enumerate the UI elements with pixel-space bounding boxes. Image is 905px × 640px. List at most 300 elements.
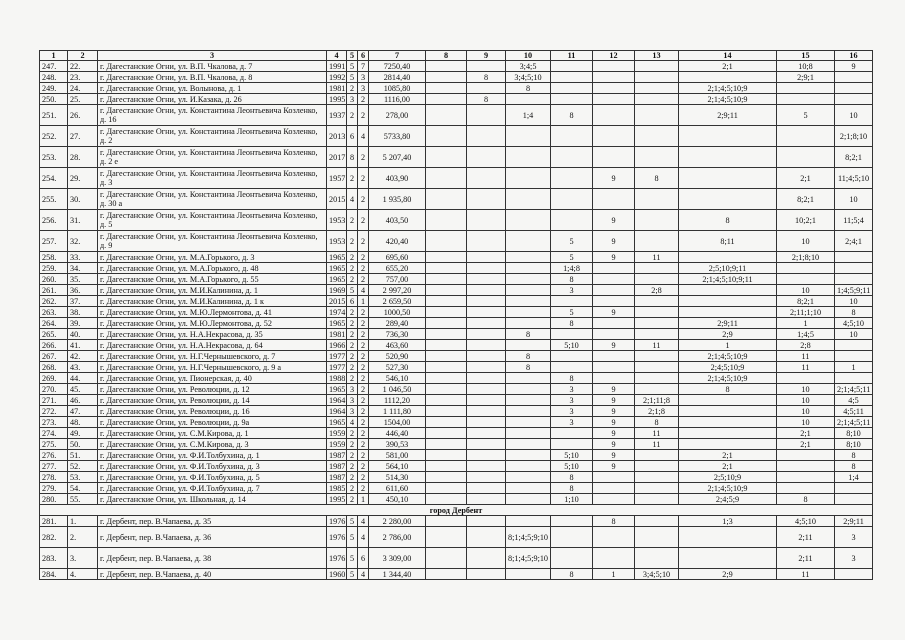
table-cell: 2;5;10;9;11 (679, 263, 777, 274)
table-cell: 270. (40, 384, 68, 395)
table-cell (777, 373, 835, 384)
table-cell: 2 (358, 362, 369, 373)
table-cell (835, 252, 873, 263)
column-header: 13 (635, 51, 679, 61)
table-cell (426, 61, 467, 72)
table-cell (551, 147, 593, 168)
table-cell: 2 (358, 168, 369, 189)
table-cell (835, 483, 873, 494)
table-cell (467, 318, 506, 329)
table-cell: 38. (68, 307, 98, 318)
table-cell (467, 126, 506, 147)
table-cell (426, 516, 467, 527)
table-cell: 1937 (327, 105, 347, 126)
table-cell: 527,30 (369, 362, 426, 373)
table-row (40, 483, 873, 494)
table-cell: 24. (68, 83, 98, 94)
table-cell: 2 (347, 472, 358, 483)
table-cell: 8 (506, 351, 551, 362)
column-header: 7 (369, 51, 426, 61)
table-cell: 10 (835, 329, 873, 340)
table-cell: 10 (777, 231, 835, 252)
table-cell: 1965 (327, 417, 347, 428)
table-cell: 2 (358, 147, 369, 168)
table-row (40, 72, 873, 83)
table-cell: 8 (635, 417, 679, 428)
table-cell: 43. (68, 362, 98, 373)
table-cell: 29. (68, 168, 98, 189)
table-row (40, 494, 873, 505)
address-cell: г. Дагестанские Огни, ул. Революции, д. 16 (98, 406, 327, 417)
table-cell: 2;4;5;9 (679, 494, 777, 505)
table-cell (506, 483, 551, 494)
table-cell: 2. (68, 527, 98, 548)
table-cell: 2 997,20 (369, 285, 426, 296)
table-cell: 249. (40, 83, 68, 94)
table-cell (426, 461, 467, 472)
table-cell: 8 (506, 329, 551, 340)
table-cell (679, 395, 777, 406)
table-cell: 42. (68, 351, 98, 362)
table-cell: 8;2;1 (777, 189, 835, 210)
table-cell: 2 (358, 406, 369, 417)
table-cell (635, 126, 679, 147)
table-cell: 2 (347, 351, 358, 362)
table-row (40, 351, 873, 362)
table-cell (593, 494, 635, 505)
table-cell: 2 (358, 340, 369, 351)
table-cell: 2 (358, 395, 369, 406)
table-cell (551, 362, 593, 373)
table-cell (426, 72, 467, 83)
table-cell: 30. (68, 189, 98, 210)
table-cell: 9 (593, 252, 635, 263)
table-cell: 1959 (327, 439, 347, 450)
table-cell: 2 (358, 105, 369, 126)
table-cell (777, 483, 835, 494)
table-cell: 251. (40, 105, 68, 126)
table-cell: 3 (551, 417, 593, 428)
table-cell: 736,30 (369, 329, 426, 340)
column-number-header (40, 51, 873, 61)
table-cell (635, 450, 679, 461)
table-cell: 37. (68, 296, 98, 307)
table-cell: 32. (68, 231, 98, 252)
table-cell (835, 340, 873, 351)
table-cell: 2 (358, 307, 369, 318)
table-cell: 3 (347, 94, 358, 105)
table-cell (593, 472, 635, 483)
table-cell (679, 406, 777, 417)
table-cell (635, 296, 679, 307)
table-cell (467, 307, 506, 318)
table-cell: 4 (358, 527, 369, 548)
table-cell: 1988 (327, 373, 347, 384)
table-cell (679, 439, 777, 450)
table-cell (635, 461, 679, 472)
table-cell (467, 494, 506, 505)
table-cell (679, 72, 777, 83)
table-cell (506, 252, 551, 263)
table-cell (467, 105, 506, 126)
table-row (40, 210, 873, 231)
table-cell: 8 (467, 94, 506, 105)
table-cell: 248. (40, 72, 68, 83)
table-cell: 283. (40, 548, 68, 569)
address-cell: г. Дагестанские Огни, ул. Константина Леонтьевича Козленко, д. 16 (98, 105, 327, 126)
table-cell: 1964 (327, 395, 347, 406)
table-cell (426, 318, 467, 329)
table-cell: 8;10 (835, 439, 873, 450)
table-cell (467, 527, 506, 548)
table-cell: 1;4;8 (551, 263, 593, 274)
table-cell: 2 (358, 428, 369, 439)
table-cell (426, 439, 467, 450)
table-cell (426, 548, 467, 569)
table-cell (635, 231, 679, 252)
table-row (40, 296, 873, 307)
table-cell (426, 373, 467, 384)
table-cell (635, 362, 679, 373)
table-cell: 2;9 (679, 329, 777, 340)
table-cell: 2 (347, 168, 358, 189)
table-cell: 267. (40, 351, 68, 362)
table-cell (679, 147, 777, 168)
table-cell: 1 (593, 569, 635, 580)
table-cell: 250. (40, 94, 68, 105)
table-cell (467, 147, 506, 168)
table-cell: 2;1;8;10 (835, 126, 873, 147)
table-cell: 1965 (327, 318, 347, 329)
table-row (40, 406, 873, 417)
table-cell: 1;4;5;9;11 (835, 285, 873, 296)
table-cell: 3 (835, 548, 873, 569)
address-cell: г. Дербент, пер. В.Чапаева, д. 36 (98, 527, 327, 548)
table-cell: 1995 (327, 94, 347, 105)
table-cell: 264. (40, 318, 68, 329)
table-cell: 50. (68, 439, 98, 450)
address-cell: г. Дербент, пер. В.Чапаева, д. 40 (98, 569, 327, 580)
table-cell (635, 307, 679, 318)
table-cell (426, 83, 467, 94)
table-cell: 2 (347, 329, 358, 340)
table-row (40, 318, 873, 329)
table-cell: 8 (593, 516, 635, 527)
column-header: 15 (777, 51, 835, 61)
table-cell (506, 307, 551, 318)
table-cell (551, 168, 593, 189)
table-cell: 2013 (327, 126, 347, 147)
table-cell (467, 483, 506, 494)
address-cell: г. Дагестанские Огни, ул. Волынова, д. 1 (98, 83, 327, 94)
table-cell: 276. (40, 450, 68, 461)
table-cell: 2 (347, 450, 358, 461)
table-cell: 263. (40, 307, 68, 318)
table-cell (635, 548, 679, 569)
table-cell (593, 351, 635, 362)
table-cell: 10 (835, 105, 873, 126)
table-cell: 2 659,50 (369, 296, 426, 307)
table-cell: 10 (777, 406, 835, 417)
table-cell (426, 340, 467, 351)
table-cell: 284. (40, 569, 68, 580)
table-cell: 22. (68, 61, 98, 72)
table-cell: 5 (777, 105, 835, 126)
table-cell (467, 274, 506, 285)
table-cell (467, 548, 506, 569)
table-cell (506, 210, 551, 231)
table-cell: 8 (551, 105, 593, 126)
table-cell (467, 406, 506, 417)
table-cell (551, 189, 593, 210)
table-row (40, 263, 873, 274)
address-cell: г. Дагестанские Огни, ул. Пионерская, д. 40 (98, 373, 327, 384)
table-cell: 10 (777, 285, 835, 296)
table-cell: 2;9;1 (777, 72, 835, 83)
table-cell: 1965 (327, 252, 347, 263)
table-cell: 10 (777, 384, 835, 395)
table-cell: 2 (347, 340, 358, 351)
table-cell: 269. (40, 373, 68, 384)
table-cell (635, 483, 679, 494)
table-cell: 8;11 (679, 231, 777, 252)
table-cell (551, 94, 593, 105)
table-cell: 2 (347, 483, 358, 494)
address-cell: г. Дагестанские Огни, ул. Н.А.Некрасова, д. 35 (98, 329, 327, 340)
table-cell (467, 83, 506, 94)
table-cell: 10 (835, 296, 873, 307)
table-cell: 41. (68, 340, 98, 351)
table-cell: 2 (347, 105, 358, 126)
table-cell: 1 (835, 362, 873, 373)
housing-register-table (39, 50, 873, 580)
table-cell: 1 (777, 318, 835, 329)
table-cell (635, 384, 679, 395)
table-row (40, 417, 873, 428)
table-cell (593, 105, 635, 126)
address-cell: г. Дагестанские Огни, ул. М.А.Горького, д. 48 (98, 263, 327, 274)
table-row (40, 126, 873, 147)
address-cell: г. Дагестанские Огни, ул. Константина Леонтьевича Козленко, д. 2 е (98, 147, 327, 168)
table-cell: 1085,80 (369, 83, 426, 94)
column-header: 11 (551, 51, 593, 61)
table-cell: 2;1 (679, 461, 777, 472)
address-cell: г. Дагестанские Огни, ул. М.А.Горького, д. 55 (98, 274, 327, 285)
table-cell: 2 (347, 307, 358, 318)
table-cell: 2;1;4;5;10;9 (679, 373, 777, 384)
table-cell (635, 189, 679, 210)
address-cell: г. Дагестанские Огни, ул. Константина Леонтьевича Козленко, д. 2 (98, 126, 327, 147)
table-cell (635, 472, 679, 483)
table-cell: 2;9;11 (679, 105, 777, 126)
table-cell (426, 384, 467, 395)
table-cell (835, 494, 873, 505)
table-cell: 1953 (327, 231, 347, 252)
table-cell (426, 362, 467, 373)
table-cell: 8 (835, 461, 873, 472)
table-cell (635, 527, 679, 548)
table-cell (679, 189, 777, 210)
table-cell (777, 461, 835, 472)
address-cell: г. Дагестанские Огни, ул. Ф.И.Толбухина, д. 5 (98, 472, 327, 483)
table-cell (467, 210, 506, 231)
table-cell (467, 263, 506, 274)
table-cell: 47. (68, 406, 98, 417)
table-cell: 2 (358, 439, 369, 450)
table-cell: 8 (835, 450, 873, 461)
column-header: 8 (426, 51, 467, 61)
table-cell (635, 373, 679, 384)
address-cell: г. Дагестанские Огни, ул. В.П. Чкалова, д. 7 (98, 61, 327, 72)
table-cell (467, 569, 506, 580)
table-cell: 9 (593, 340, 635, 351)
table-cell (426, 147, 467, 168)
table-cell: 3;4;5;10 (506, 72, 551, 83)
address-cell: г. Дагестанские Огни, ул. С.М.Кирова, д. 1 (98, 428, 327, 439)
table-cell: 3 309,00 (369, 548, 426, 569)
table-cell: 1995 (327, 494, 347, 505)
table-cell (426, 285, 467, 296)
table-cell: 271. (40, 395, 68, 406)
table-cell: 9 (593, 428, 635, 439)
column-header: 6 (358, 51, 369, 61)
table-cell: 281. (40, 516, 68, 527)
table-cell: 9 (593, 210, 635, 231)
table-cell (635, 516, 679, 527)
table-cell: 2;1;8;10 (777, 252, 835, 263)
table-cell (593, 329, 635, 340)
table-row (40, 527, 873, 548)
table-row (40, 274, 873, 285)
table-cell (593, 285, 635, 296)
table-cell: 1 (358, 296, 369, 307)
table-cell (593, 483, 635, 494)
table-cell: 2 (358, 351, 369, 362)
table-cell: 2 (358, 483, 369, 494)
table-cell (426, 189, 467, 210)
table-cell: 2 (347, 373, 358, 384)
table-cell: 1000,50 (369, 307, 426, 318)
table-cell: 1959 (327, 428, 347, 439)
address-cell: г. Дагестанские Огни, ул. Константина Леонтьевича Козленко, д. 9 (98, 231, 327, 252)
table-cell: 2 (347, 494, 358, 505)
table-cell (835, 373, 873, 384)
table-cell: 11 (635, 439, 679, 450)
table-cell (551, 61, 593, 72)
table-cell (551, 126, 593, 147)
table-cell: 695,60 (369, 252, 426, 263)
table-cell (506, 461, 551, 472)
table-cell: 278,00 (369, 105, 426, 126)
table-cell: 2 (358, 472, 369, 483)
table-cell: 2 (347, 83, 358, 94)
column-header: 1 (40, 51, 68, 61)
table-cell: 4 (347, 417, 358, 428)
table-cell: 8 (835, 307, 873, 318)
table-cell (835, 83, 873, 94)
table-cell (426, 351, 467, 362)
table-cell: 4 (358, 285, 369, 296)
table-cell (635, 61, 679, 72)
table-cell (426, 472, 467, 483)
table-cell: 3 (551, 384, 593, 395)
table-cell: 1987 (327, 450, 347, 461)
table-cell: 8 (551, 318, 593, 329)
table-cell: 1 (679, 340, 777, 351)
table-cell: 2;1;11;8 (635, 395, 679, 406)
table-cell: 8;1;4;5;9;10 (506, 548, 551, 569)
table-cell: 1977 (327, 362, 347, 373)
table-cell: 265. (40, 329, 68, 340)
table-cell (467, 189, 506, 210)
table-cell (679, 417, 777, 428)
table-cell (426, 307, 467, 318)
table-cell: 10 (777, 395, 835, 406)
table-cell: 7 (358, 61, 369, 72)
table-cell (593, 296, 635, 307)
table-row (40, 285, 873, 296)
table-cell (551, 428, 593, 439)
table-cell (777, 472, 835, 483)
table-cell: 289,40 (369, 318, 426, 329)
table-cell: 2017 (327, 147, 347, 168)
table-cell: 5 (347, 61, 358, 72)
table-cell (426, 450, 467, 461)
table-cell: 8;1;4;5;9;10 (506, 527, 551, 548)
table-cell (426, 428, 467, 439)
table-cell: 8 (347, 147, 358, 168)
table-cell (593, 189, 635, 210)
table-cell (551, 72, 593, 83)
table-cell (506, 126, 551, 147)
table-cell: 2;9;11 (835, 516, 873, 527)
address-cell: г. Дагестанские Огни, ул. Школьная, д. 14 (98, 494, 327, 505)
table-cell: 2 (358, 450, 369, 461)
table-cell: 252. (40, 126, 68, 147)
table-cell: 1;4 (835, 472, 873, 483)
table-cell: 1991 (327, 61, 347, 72)
address-cell: г. Дагестанские Огни, ул. Н.А.Некрасова, д. 64 (98, 340, 327, 351)
table-cell (467, 472, 506, 483)
table-cell (467, 450, 506, 461)
column-header: 5 (347, 51, 358, 61)
table-cell: 258. (40, 252, 68, 263)
table-cell (835, 274, 873, 285)
table-row (40, 94, 873, 105)
table-cell: 272. (40, 406, 68, 417)
table-cell: 257. (40, 231, 68, 252)
table-cell: 5 (347, 285, 358, 296)
table-cell: 9 (593, 450, 635, 461)
table-cell: 2 (358, 231, 369, 252)
table-cell: 3 (358, 72, 369, 83)
address-cell: г. Дагестанские Огни, ул. Революции, д. 12 (98, 384, 327, 395)
table-row (40, 147, 873, 168)
table-cell: 11 (635, 428, 679, 439)
table-cell (506, 395, 551, 406)
table-cell: 5;10 (551, 450, 593, 461)
table-cell: 1504,00 (369, 417, 426, 428)
table-cell: 5 (347, 569, 358, 580)
table-cell (467, 329, 506, 340)
table-cell: 2015 (327, 296, 347, 307)
table-cell: 51. (68, 450, 98, 461)
table-row (40, 105, 873, 126)
table-cell: 2;1 (679, 61, 777, 72)
table-cell (635, 105, 679, 126)
table-cell (426, 210, 467, 231)
table-cell: 2 786,00 (369, 527, 426, 548)
